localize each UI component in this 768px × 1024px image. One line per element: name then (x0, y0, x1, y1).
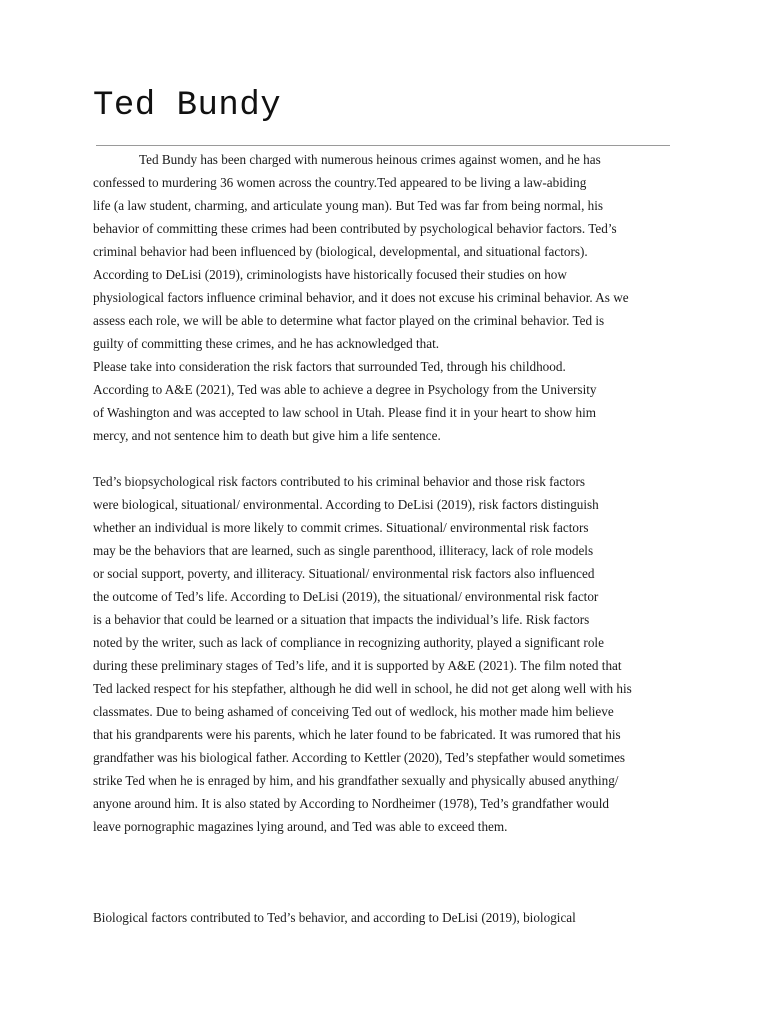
paragraph-1-line: mercy, and not sentence him to death but give him a life sentence. (93, 428, 441, 443)
paragraph-1-line: According to A&E (2021), Ted was able to achieve a degree in Psychology from the University (93, 382, 597, 397)
paragraph-1-line: life (a law student, charming, and articulate young man). But Ted was far from being normal, his (93, 198, 604, 213)
paragraph-2-line: Ted lacked respect for his stepfather, although he did well in school, he did not get along well with his (93, 681, 632, 696)
paragraph-2-line: anyone around him. It is also stated by According to Nordheimer (1978), Ted’s grandfather would (93, 796, 609, 811)
paragraph-1-line: According to DeLisi (2019), criminologists have historically focused their studies on how (93, 267, 567, 282)
paragraph-1-line: Please take into consideration the risk factors that surrounded Ted, through his childhood. (93, 359, 566, 374)
paragraph-2-line: is a behavior that could be learned or a situation that impacts the individual’s life. Risk factors (93, 612, 590, 627)
paragraph-2-line: during these preliminary stages of Ted’s life, and it is supported by A&E (2021). The film noted that (93, 658, 622, 673)
paragraph-3-line: Biological factors contributed to Ted’s behavior, and according to DeLisi (2019), biological (93, 910, 576, 925)
paragraph-1-line: criminal behavior had been influenced by (biological, developmental, and situational factors). (93, 244, 588, 259)
paragraph-2-line: grandfather was his biological father. According to Kettler (2020), Ted’s stepfather would sometimes (93, 750, 626, 765)
paragraph-2-line: leave pornographic magazines lying around, and Ted was able to exceed them. (93, 819, 508, 834)
paragraph-2-line: the outcome of Ted’s life. According to DeLisi (2019), the situational/ environmental risk factor (93, 589, 599, 604)
paragraph-1-line: guilty of committing these crimes, and he has acknowledged that. (93, 336, 440, 351)
paragraph-1-line: confessed to murdering 36 women across the country.Ted appeared to be living a law-abiding (93, 175, 587, 190)
paragraph-2-line: or social support, poverty, and illiteracy. Situational/ environmental risk factors also influenced (93, 566, 595, 581)
paragraph-2-line: were biological, situational/ environmental. According to DeLisi (2019), risk factors distinguish (93, 497, 599, 512)
paragraph-1-line: Ted Bundy has been charged with numerous heinous crimes against women, and he has (139, 152, 601, 167)
paragraph-1-line: behavior of committing these crimes had been contributed by psychological behavior factors. Ted’s (93, 221, 617, 236)
paragraph-2-line: classmates. Due to being ashamed of conceiving Ted out of wedlock, his mother made him believe (93, 704, 614, 719)
paragraph-2-line: may be the behaviors that are learned, such as single parenthood, illiteracy, lack of role models (93, 543, 594, 558)
paragraph-2-line: Ted’s biopsychological risk factors contributed to his criminal behavior and those risk factors (93, 474, 586, 489)
title-divider (96, 145, 670, 146)
paragraph-2-line: that his grandparents were his parents, which he later found to be fabricated. It was rumored that his (93, 727, 621, 742)
paragraph-1-line: physiological factors influence criminal behavior, and it does not excuse his criminal behavior. As we (93, 290, 629, 305)
document-title: Ted Bundy (93, 87, 282, 125)
paragraph-1-line: of Washington and was accepted to law school in Utah. Please find it in your heart to show him (93, 405, 597, 420)
paragraph-2-line: noted by the writer, such as lack of compliance in recognizing authority, played a significant role (93, 635, 604, 650)
paragraph-2-line: strike Ted when he is enraged by him, and his grandfather sexually and physically abused anything/ (93, 773, 619, 788)
paragraph-1-line: assess each role, we will be able to determine what factor played on the criminal behavior. Ted is (93, 313, 605, 328)
paragraph-2-line: whether an individual is more likely to commit crimes. Situational/ environmental risk factors (93, 520, 589, 535)
